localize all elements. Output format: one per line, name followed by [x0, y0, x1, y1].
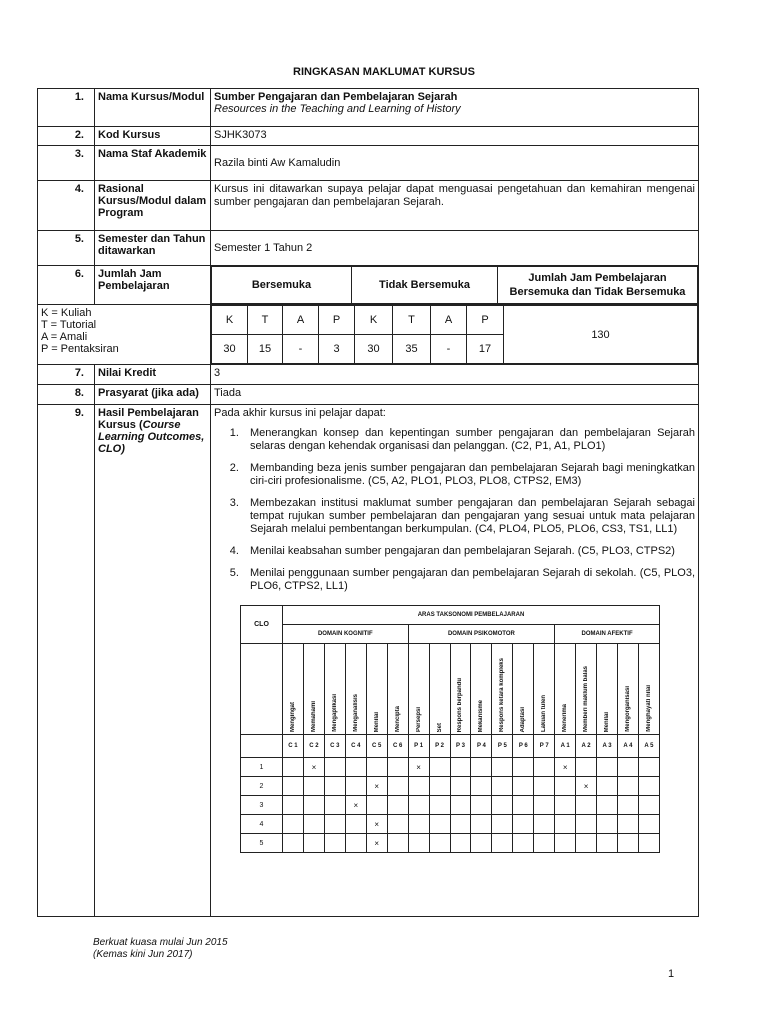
taxonomy-level-label: Menilai [373, 711, 380, 732]
taxonomy-mark [429, 796, 450, 815]
taxonomy-mark [597, 777, 618, 796]
taxonomy-mark [408, 777, 429, 796]
taxonomy-mark: × [303, 758, 324, 777]
clo-label-italic: Course Learning Outcomes, CLO) [98, 419, 205, 455]
clo-item: 5. Menilai penggunaan sumber pengajaran dan pembelajaran Sejarah di sekolah. (C5, PLO3, PLO6, CTPS2, LL1) [242, 567, 695, 593]
taxonomy-level [638, 644, 659, 735]
taxonomy-level [618, 644, 639, 735]
taxonomy-row [241, 758, 660, 777]
hour-code: K [212, 306, 248, 335]
clo-cell [211, 405, 699, 917]
taxonomy-code: P 3 [450, 735, 471, 758]
taxonomy-mark [387, 834, 408, 853]
taxonomy-mark [450, 815, 471, 834]
clo-item: 1. Menerangkan konsep dan kepentingan sumber pengajaran dan pembelajaran Sejarah selaras dengan kehendak organisasi dan pelanggan. (C2, P1, A1, PLO1) [242, 427, 695, 453]
taxonomy-code: A 5 [638, 735, 659, 758]
taxonomy-blank [241, 735, 283, 758]
taxonomy-level-label: Memahami [310, 700, 317, 732]
taxonomy-row [241, 815, 660, 834]
taxonomy-mark: × [366, 777, 387, 796]
taxonomy-clo-number: 5 [241, 834, 283, 853]
taxonomy-mark [638, 758, 659, 777]
taxonomy-row [241, 834, 660, 853]
taxonomy-mark [366, 796, 387, 815]
taxonomy-mark [513, 834, 534, 853]
hour-code: P [467, 306, 504, 335]
taxonomy-mark [555, 796, 576, 815]
taxonomy-level [534, 644, 555, 735]
taxonomy-level-label: Respons berpandu [457, 677, 464, 732]
taxonomy-mark [597, 815, 618, 834]
taxonomy-mark [555, 777, 576, 796]
footer-effective: Berkuat kuasa mulai Jun 2015 [93, 937, 228, 948]
taxonomy-mark [450, 834, 471, 853]
legend-k: K = Kuliah [41, 307, 92, 319]
page-number: 1 [668, 968, 675, 980]
taxonomy-clo-number: 1 [241, 758, 283, 777]
taxonomy-mark: × [555, 758, 576, 777]
row-number: 5. [38, 231, 95, 266]
taxonomy-level [408, 644, 429, 735]
taxonomy-mark [555, 815, 576, 834]
taxonomy-code: A 3 [597, 735, 618, 758]
taxonomy-mark [324, 758, 345, 777]
legend-p: P = Pentaksiran [41, 343, 119, 355]
hours-legend [38, 305, 211, 365]
taxonomy-mark [471, 758, 492, 777]
taxonomy-mark [492, 777, 513, 796]
hour-code: P [319, 306, 355, 335]
row-label: Nama Kursus/Modul [95, 89, 211, 127]
semester-value: Semester 1 Tahun 2 [211, 231, 699, 266]
taxonomy-mark [638, 777, 659, 796]
clo-label: Hasil Pembelajaran Kursus ( [98, 407, 199, 431]
taxonomy-clo-header: CLO [241, 606, 283, 644]
taxonomy-code: P 2 [429, 735, 450, 758]
taxonomy-mark [638, 796, 659, 815]
taxonomy-mark [324, 777, 345, 796]
row-learning-hours [38, 266, 699, 305]
tidak-bersemuka-header: Tidak Bersemuka [352, 267, 498, 304]
taxonomy-code: P 1 [408, 735, 429, 758]
footer-updated: (Kemas kini Jun 2017) [93, 949, 193, 960]
taxonomy-mark [283, 815, 304, 834]
academic-staff-value: Razila binti Aw Kamaludin [211, 146, 699, 181]
taxonomy-mark [283, 758, 304, 777]
hours-grid [211, 305, 698, 364]
taxonomy-code: P 6 [513, 735, 534, 758]
taxonomy-level [387, 644, 408, 735]
taxonomy-code: A 2 [576, 735, 597, 758]
taxonomy-mark [429, 834, 450, 853]
taxonomy-mark [408, 815, 429, 834]
row-label: Nama Staf Akademik [95, 146, 211, 181]
legend-t: T = Tutorial [41, 319, 97, 331]
taxonomy-level [576, 644, 597, 735]
page-title: RINGKASAN MAKLUMAT KURSUS [293, 66, 475, 78]
taxonomy-level [492, 644, 513, 735]
taxonomy-level-label: Menilai [604, 711, 611, 732]
clo-intro: Pada akhir kursus ini pelajar dapat: [214, 407, 386, 419]
taxonomy-mark [492, 834, 513, 853]
taxonomy-mark [303, 796, 324, 815]
taxonomy-level-label: Set [436, 722, 443, 732]
clo-item: 3. Membezakan institusi maklumat sumber pengajaran dan pembelajaran Sejarah sebagai tempat rujukan sumber pembelajaran dan pengajaran yang sesuai untuk mata pelajaran Sejarah melalui pembentangan berkumpulan. (C4, PLO4, PLO5, PLO6, CS3, TS1, LL1) [242, 497, 695, 536]
clo-item: 2. Membanding beza jenis sumber pengajaran dan pembelajaran Sejarah bagi meningkatkan ciri-ciri profesionalisme. (C5, A2, PLO1, PLO3, PLO8, CTPS2, EM3) [242, 462, 695, 488]
legend-a: A = Amali [41, 331, 88, 343]
taxonomy-level [303, 644, 324, 735]
row-rationale [38, 181, 699, 231]
taxonomy-code: P 5 [492, 735, 513, 758]
taxonomy-mark [345, 834, 366, 853]
row-semester [38, 231, 699, 266]
taxonomy-heading: ARAS TAKSONOMI PEMBELAJARAN [283, 606, 660, 625]
taxonomy-level [450, 644, 471, 735]
taxonomy-mark [345, 758, 366, 777]
taxonomy-mark [534, 796, 555, 815]
taxonomy-level-label: Lakuan tulen [541, 694, 548, 732]
taxonomy-mark [387, 796, 408, 815]
taxonomy-level-label: Respons ketara kompleks [499, 657, 506, 732]
domain-cognitive: DOMAIN KOGNITIF [283, 625, 409, 644]
course-code-value: SJHK3073 [211, 127, 699, 146]
taxonomy-mark [492, 815, 513, 834]
taxonomy-mark [576, 758, 597, 777]
row-number: 3. [38, 146, 95, 181]
taxonomy-mark [513, 777, 534, 796]
taxonomy-level-label: Menghayati nilai [645, 685, 652, 732]
taxonomy-table [240, 605, 660, 853]
taxonomy-mark [471, 777, 492, 796]
course-info-table [37, 88, 699, 917]
row-label: Jumlah Jam Pembelajaran [95, 266, 211, 305]
taxonomy-clo-number: 2 [241, 777, 283, 796]
taxonomy-level-label: Persepsi [415, 706, 422, 732]
total-hours-header: Jumlah Jam Pembelajaran Bersemuka dan Tidak Bersemuka [498, 267, 698, 304]
total-hours-value: 130 [504, 306, 698, 364]
taxonomy-mark [429, 815, 450, 834]
taxonomy-mark: × [366, 834, 387, 853]
taxonomy-mark [283, 834, 304, 853]
taxonomy-mark [429, 758, 450, 777]
taxonomy-mark [303, 777, 324, 796]
row-hours-breakdown [38, 305, 699, 365]
taxonomy-mark [513, 796, 534, 815]
row-number: 2. [38, 127, 95, 146]
taxonomy-level [366, 644, 387, 735]
taxonomy-mark [638, 834, 659, 853]
hour-code: A [283, 306, 319, 335]
taxonomy-level [471, 644, 492, 735]
hours-values-cell [211, 305, 699, 365]
taxonomy-mark: × [366, 815, 387, 834]
credit-value: 3 [211, 365, 699, 385]
taxonomy-code: C 1 [283, 735, 304, 758]
taxonomy-level [555, 644, 576, 735]
taxonomy-code: A 1 [555, 735, 576, 758]
prerequisite-value: Tiada [211, 385, 699, 405]
taxonomy-mark [618, 758, 639, 777]
taxonomy-blank [241, 644, 283, 735]
taxonomy-level-label: Mengaplikasi [331, 694, 338, 732]
hour-code: K [355, 306, 393, 335]
taxonomy-mark [387, 815, 408, 834]
taxonomy-level-label: Mekanisme [478, 699, 485, 732]
taxonomy-mark: × [345, 796, 366, 815]
rationale-value: Kursus ini ditawarkan supaya pelajar dapat menguasai pengetahuan dan kemahiran mengenai sumber pengajaran dan pembelajaran Sejarah. [211, 181, 699, 231]
footer [93, 937, 228, 961]
taxonomy-mark [534, 834, 555, 853]
row-credit [38, 365, 699, 385]
taxonomy-code: C 4 [345, 735, 366, 758]
hours-header-cell [211, 266, 699, 305]
taxonomy-level-label: Mencipta [394, 705, 401, 732]
taxonomy-mark [513, 758, 534, 777]
row-label: Prasyarat (jika ada) [95, 385, 211, 405]
row-prerequisite [38, 385, 699, 405]
taxonomy-mark [597, 834, 618, 853]
row-label: Rasional Kursus/Modul dalam Program [95, 181, 211, 231]
taxonomy-mark [576, 834, 597, 853]
taxonomy-mark [387, 758, 408, 777]
taxonomy-mark [618, 834, 639, 853]
domain-psychomotor: DOMAIN PSIKOMOTOR [408, 625, 555, 644]
taxonomy-level [345, 644, 366, 735]
taxonomy-mark: × [408, 758, 429, 777]
taxonomy-level [597, 644, 618, 735]
taxonomy-mark [471, 834, 492, 853]
taxonomy-code: P 4 [471, 735, 492, 758]
taxonomy-mark [345, 815, 366, 834]
taxonomy-clo-number: 4 [241, 815, 283, 834]
taxonomy-code: C 5 [366, 735, 387, 758]
row-number: 7. [38, 365, 95, 385]
clo-item: 4. Menilai keabsahan sumber pengajaran dan pembelajaran Sejarah. (C5, PLO3, CTPS2) [242, 545, 695, 558]
taxonomy-mark [303, 834, 324, 853]
taxonomy-level [324, 644, 345, 735]
taxonomy-mark [303, 815, 324, 834]
taxonomy-mark [597, 796, 618, 815]
course-name-en: Resources in the Teaching and Learning of History [214, 103, 461, 115]
row-number: 6. [38, 266, 95, 305]
row-course-name [38, 89, 699, 127]
hour-value: 30 [212, 335, 248, 364]
taxonomy-mark [450, 796, 471, 815]
taxonomy-mark [283, 777, 304, 796]
taxonomy-mark [345, 777, 366, 796]
clo-list [214, 427, 695, 593]
taxonomy-level [429, 644, 450, 735]
taxonomy-level-label: Mengorganisasi [624, 686, 631, 732]
taxonomy-mark [450, 758, 471, 777]
taxonomy-mark [471, 796, 492, 815]
taxonomy-level-label: Menerima [562, 703, 569, 732]
taxonomy-mark [576, 815, 597, 834]
taxonomy-mark [408, 834, 429, 853]
hour-value: 15 [248, 335, 283, 364]
taxonomy-level [513, 644, 534, 735]
taxonomy-code: P 7 [534, 735, 555, 758]
taxonomy-mark [408, 796, 429, 815]
taxonomy-code: C 3 [324, 735, 345, 758]
course-name-ms: Sumber Pengajaran dan Pembelajaran Sejarah [214, 91, 458, 103]
taxonomy-mark [534, 815, 555, 834]
taxonomy-code: C 2 [303, 735, 324, 758]
taxonomy-level-label: Memberi maklum balas [583, 665, 590, 732]
taxonomy-mark: × [576, 777, 597, 796]
row-label: Kod Kursus [95, 127, 211, 146]
taxonomy-mark [450, 777, 471, 796]
bersemuka-header: Bersemuka [212, 267, 352, 304]
row-clo [38, 405, 699, 917]
row-academic-staff [38, 146, 699, 181]
taxonomy-mark [534, 777, 555, 796]
taxonomy-mark [597, 758, 618, 777]
taxonomy-row [241, 796, 660, 815]
taxonomy-mark [324, 796, 345, 815]
taxonomy-mark [618, 777, 639, 796]
hour-code: T [248, 306, 283, 335]
row-number: 4. [38, 181, 95, 231]
taxonomy-mark [492, 796, 513, 815]
taxonomy-mark [555, 834, 576, 853]
taxonomy-mark [429, 777, 450, 796]
course-name-cell [211, 89, 699, 127]
hour-value: - [431, 335, 467, 364]
taxonomy-mark [638, 815, 659, 834]
hour-value: 17 [467, 335, 504, 364]
row-label: Nilai Kredit [95, 365, 211, 385]
taxonomy-mark [492, 758, 513, 777]
taxonomy-level-label: Menganalisis [352, 694, 359, 732]
hour-code: T [393, 306, 431, 335]
row-number: 9. [38, 405, 95, 917]
row-label: Semester dan Tahun ditawarkan [95, 231, 211, 266]
taxonomy-mark [576, 796, 597, 815]
taxonomy-mark [513, 815, 534, 834]
taxonomy-level-label: Mengingat [289, 702, 296, 732]
taxonomy-mark [387, 777, 408, 796]
taxonomy-mark [534, 758, 555, 777]
domain-affective: DOMAIN AFEKTIF [555, 625, 660, 644]
row-number: 8. [38, 385, 95, 405]
row-number: 1. [38, 89, 95, 127]
taxonomy-mark [471, 815, 492, 834]
hour-value: 3 [319, 335, 355, 364]
hour-value: 35 [393, 335, 431, 364]
hour-value: - [283, 335, 319, 364]
taxonomy-clo-number: 3 [241, 796, 283, 815]
taxonomy-code: A 4 [618, 735, 639, 758]
taxonomy-mark [618, 815, 639, 834]
taxonomy-mark [618, 796, 639, 815]
taxonomy-level-label: Adaptasi [520, 706, 527, 732]
hour-value: 30 [355, 335, 393, 364]
taxonomy-code: C 6 [387, 735, 408, 758]
row-course-code [38, 127, 699, 146]
taxonomy-level [283, 644, 304, 735]
hour-code: A [431, 306, 467, 335]
taxonomy-row [241, 777, 660, 796]
taxonomy-mark [324, 815, 345, 834]
taxonomy-mark [283, 796, 304, 815]
row-label [95, 405, 211, 917]
taxonomy-mark [324, 834, 345, 853]
taxonomy-mark [366, 758, 387, 777]
